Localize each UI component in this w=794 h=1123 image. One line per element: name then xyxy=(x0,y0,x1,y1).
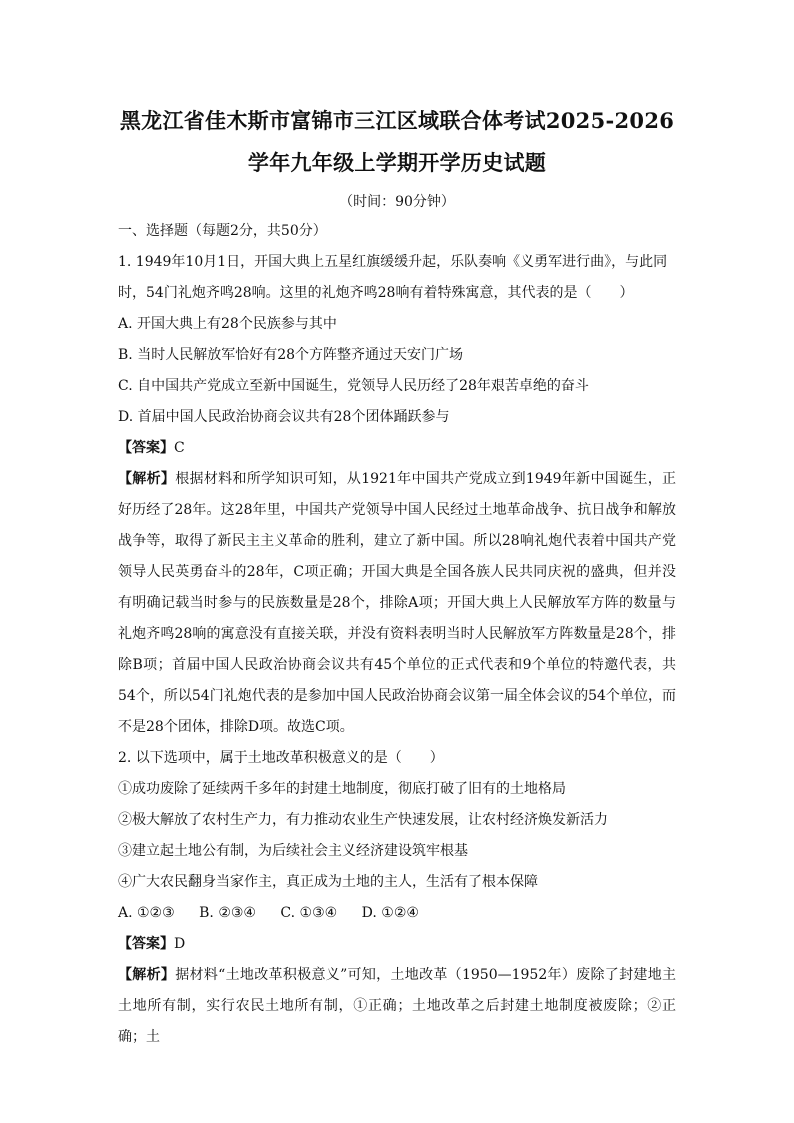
question-2-option-c: C. ①③④ xyxy=(280,905,338,921)
question-1-option-c: C. 自中国共产党成立至新中国诞生，党领导人民历经了28年艰苦卓绝的奋斗 xyxy=(118,378,589,394)
answer-value: D xyxy=(174,936,186,952)
analysis-tag: 【解析】 xyxy=(118,471,176,487)
question-2-stem: 2. 以下选项中，属于土地改革积极意义的是（ ） xyxy=(118,750,444,766)
analysis-tag: 【解析】 xyxy=(118,967,176,983)
answer-tag: 【答案】 xyxy=(118,440,174,456)
question-1-analysis xyxy=(118,464,676,743)
exam-time: （时间：90分钟） xyxy=(339,194,455,210)
document-title-line-2: 学年九年级上学期开学历史试题 xyxy=(247,150,547,175)
question-2-options xyxy=(118,898,676,929)
question-1-option-b: B. 当时人民解放军恰好有28个方阵整齐通过天安门广场 xyxy=(118,347,464,363)
document-title-line-1: 黑龙江省佳木斯市富锦市三江区域联合体考试2025-2026 xyxy=(119,108,675,133)
question-2-option-d: D. ①②④ xyxy=(361,905,419,921)
question-2-option-b: B. ②③④ xyxy=(199,905,256,921)
question-1-stem-line-1: 1. 1949年10月1日，开国大典上五星红旗缓缓升起，乐队奏响《义勇军进行曲》，与此同 xyxy=(118,254,668,270)
answer-tag: 【答案】 xyxy=(118,936,174,952)
question-2-item-3: ③建立起土地公有制，为后续社会主义经济建设筑牢根基 xyxy=(118,843,468,859)
question-2-answer xyxy=(118,929,676,960)
question-2-option-a: A. ①②③ xyxy=(118,905,175,921)
analysis-text: 据材料“土地改革积极意义”可知，土地改革（1950—1952年）废除了封建地主土地所有制，实行农民土地所有制，①正确；土地改革之后封建土地制度被废除；②正确；土 xyxy=(118,967,677,1045)
question-2-item-4: ④广大农民翻身当家作主，真正成为土地的主人，生活有了根本保障 xyxy=(118,874,538,890)
question-2 xyxy=(118,743,676,1053)
analysis-text: 根据材料和所学知识可知，从1921年中国共产党成立到1949年新中国诞生，正好历经了28年。这28年里，中国共产党领导中国人民经过土地革命战争、抗日战争和解放战争等，取得了新民主主义革命的胜利，建立了新中国。所以28响礼炮代表着中国共产党领导人民英勇奋斗的28年，C项正确；开国大典是全国各族人民共同庆祝的盛典，但并没有明确记载当时参与的民族数量是28个，排除A项；开国大典上人民解放军方阵的数量与礼炮齐鸣28响的寓意没有直接关联，并没有资料表明当时人民解放军方阵数量是28个，排除B项；首届中国人民政治协商会议共有45个单位的正式代表和9个单位的特邀代表，共54个，所以54门礼炮代表的是参加中国人民政治协商会议第一届全体会议的54个单位，而不是28个团体，排除D项。故选C项。 xyxy=(118,471,676,735)
question-1 xyxy=(118,247,676,743)
question-2-item-2: ②极大解放了农村生产力，有力推动农业生产快速发展，让农村经济焕发新活力 xyxy=(118,812,608,828)
answer-value: C xyxy=(174,440,185,456)
question-1-option-d: D. 首届中国人民政治协商会议共有28个团体踊跃参与 xyxy=(118,409,450,425)
question-1-option-a: A. 开国大典上有28个民族参与其中 xyxy=(118,316,337,332)
question-1-answer xyxy=(118,433,676,464)
question-1-stem-line-2: 时，54门礼炮齐鸣28响。这里的礼炮齐鸣28响有着特殊寓意，其代表的是（ ） xyxy=(118,285,634,301)
section-heading: 一、选择题（每题2分，共50分） xyxy=(118,223,327,239)
question-2-item-1: ①成功废除了延续两千多年的封建土地制度，彻底打破了旧有的土地格局 xyxy=(118,781,566,797)
question-2-analysis xyxy=(118,960,676,1053)
